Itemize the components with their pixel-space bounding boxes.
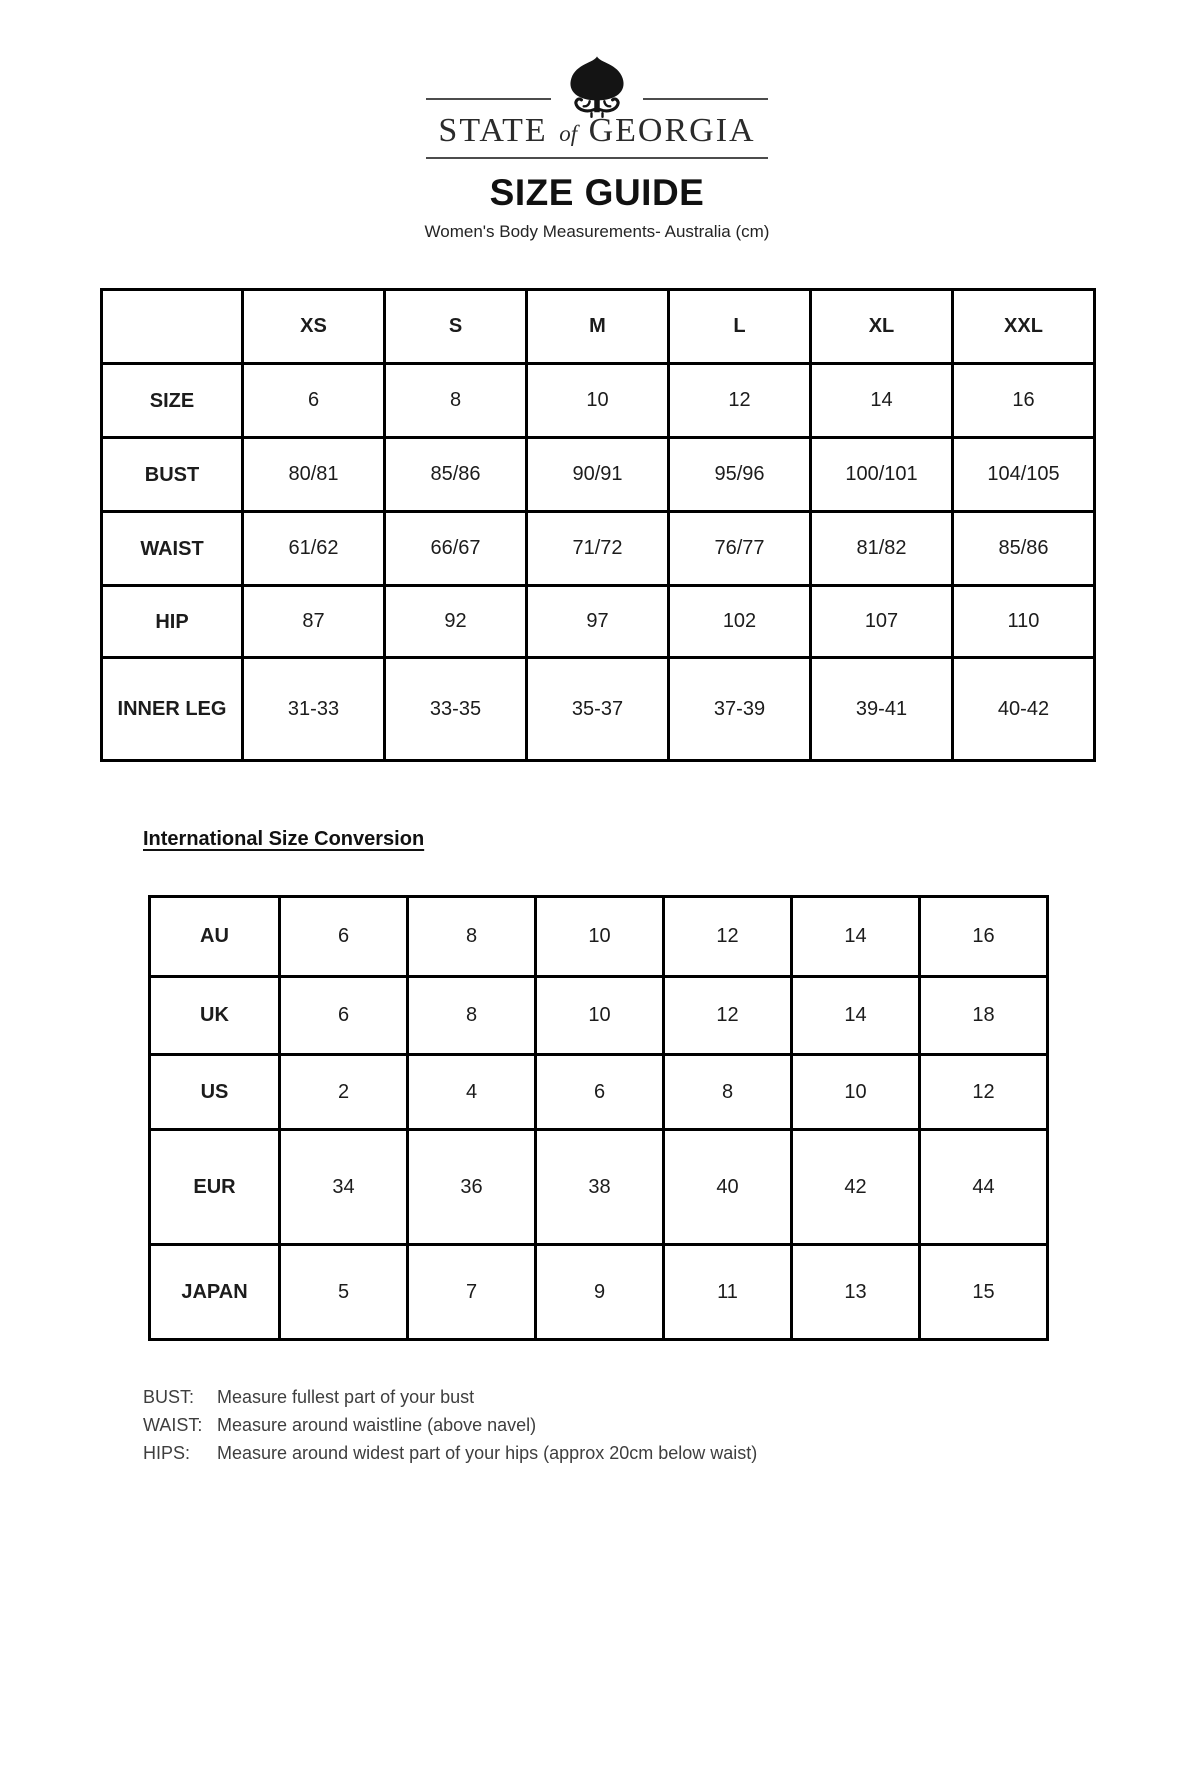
cell-value: 16 xyxy=(953,364,1095,438)
page-title: SIZE GUIDE xyxy=(489,172,705,213)
cell-value: 95/96 xyxy=(669,438,811,512)
cell-value: 38 xyxy=(536,1130,664,1245)
row-label: EUR xyxy=(150,1130,280,1245)
row-label: JAPAN xyxy=(150,1245,280,1340)
logo-rule-bottom xyxy=(426,157,768,159)
row-label: UK xyxy=(150,977,280,1055)
table-row-bust xyxy=(102,438,1095,512)
size-col-header-s: S xyxy=(385,290,527,364)
brand-name-of: of xyxy=(559,121,578,146)
cell-value: 87 xyxy=(243,586,385,658)
cell-value: 6 xyxy=(536,1055,664,1130)
cell-value: 61/62 xyxy=(243,512,385,586)
cell-value: 104/105 xyxy=(953,438,1095,512)
cell-value: 76/77 xyxy=(669,512,811,586)
cell-value: 6 xyxy=(280,897,408,977)
brand-name-georgia: GEORGIA xyxy=(588,112,756,149)
cell-value: 85/86 xyxy=(385,438,527,512)
cell-value: 12 xyxy=(669,364,811,438)
cell-value: 102 xyxy=(669,586,811,658)
row-label: HIP xyxy=(102,586,243,658)
note-label: BUST: xyxy=(143,1387,195,1407)
cell-value: 107 xyxy=(811,586,953,658)
logo-top-row xyxy=(426,52,768,116)
cell-value: 34 xyxy=(280,1130,408,1245)
cell-value: 110 xyxy=(953,586,1095,658)
cell-value: 12 xyxy=(664,897,792,977)
table-row-inner-leg xyxy=(102,658,1095,761)
row-label: US xyxy=(150,1055,280,1130)
cell-value: 71/72 xyxy=(527,512,669,586)
measurements-header-row xyxy=(102,290,1095,364)
note-label: HIPS: xyxy=(143,1443,191,1463)
cell-value: 10 xyxy=(536,977,664,1055)
size-col-header-xxl: XXL xyxy=(953,290,1095,364)
note-text: Measure around widest part of your hips (approx 20cm below waist) xyxy=(217,1443,758,1463)
cell-value: 12 xyxy=(664,977,792,1055)
cell-value: 16 xyxy=(920,897,1048,977)
page-subtitle: Women's Body Measurements- Australia (cm) xyxy=(424,222,770,241)
tree-icon xyxy=(551,55,643,131)
cell-value: 8 xyxy=(408,977,536,1055)
cell-value: 14 xyxy=(792,897,920,977)
cell-value: 100/101 xyxy=(811,438,953,512)
table-row-size xyxy=(102,364,1095,438)
note-text: Measure fullest part of your bust xyxy=(217,1387,475,1407)
cell-value: 31-33 xyxy=(243,658,385,761)
cell-value: 15 xyxy=(920,1245,1048,1340)
cell-value: 4 xyxy=(408,1055,536,1130)
cell-value: 6 xyxy=(280,977,408,1055)
cell-value: 2 xyxy=(280,1055,408,1130)
size-col-header-m: M xyxy=(527,290,669,364)
conversion-table xyxy=(148,895,1049,1341)
brand-header xyxy=(0,52,1194,242)
cell-value: 14 xyxy=(811,364,953,438)
note-hips xyxy=(143,1439,757,1467)
cell-value: 97 xyxy=(527,586,669,658)
row-label: SIZE xyxy=(102,364,243,438)
cell-value: 40-42 xyxy=(953,658,1095,761)
note-bust xyxy=(143,1383,757,1411)
brand-logo xyxy=(426,52,768,159)
brand-name-state: STATE xyxy=(438,112,548,149)
table-row-waist xyxy=(102,512,1095,586)
table-row-hip xyxy=(102,586,1095,658)
corner-cell xyxy=(102,290,243,364)
cell-value: 6 xyxy=(243,364,385,438)
logo-rule-right xyxy=(643,98,768,100)
cell-value: 44 xyxy=(920,1130,1048,1245)
row-label: INNER LEG xyxy=(102,658,243,761)
cell-value: 33-35 xyxy=(385,658,527,761)
note-text: Measure around waistline (above navel) xyxy=(217,1415,537,1435)
row-label: AU xyxy=(150,897,280,977)
table-row-us xyxy=(150,1055,1048,1130)
cell-value: 10 xyxy=(527,364,669,438)
cell-value: 7 xyxy=(408,1245,536,1340)
cell-value: 10 xyxy=(536,897,664,977)
cell-value: 35-37 xyxy=(527,658,669,761)
conversion-heading: International Size Conversion xyxy=(143,828,425,850)
cell-value: 8 xyxy=(664,1055,792,1130)
measurement-notes xyxy=(143,1383,757,1467)
cell-value: 11 xyxy=(664,1245,792,1340)
logo-rule-left xyxy=(426,98,551,100)
table-row-au xyxy=(150,897,1048,977)
cell-value: 42 xyxy=(792,1130,920,1245)
cell-value: 8 xyxy=(408,897,536,977)
measurements-table xyxy=(100,288,1096,762)
size-col-header-l: L xyxy=(669,290,811,364)
cell-value: 92 xyxy=(385,586,527,658)
cell-value: 13 xyxy=(792,1245,920,1340)
row-label: BUST xyxy=(102,438,243,512)
cell-value: 12 xyxy=(920,1055,1048,1130)
row-label: WAIST xyxy=(102,512,243,586)
cell-value: 66/67 xyxy=(385,512,527,586)
cell-value: 80/81 xyxy=(243,438,385,512)
note-label: WAIST: xyxy=(143,1415,203,1435)
cell-value: 9 xyxy=(536,1245,664,1340)
cell-value: 81/82 xyxy=(811,512,953,586)
cell-value: 14 xyxy=(792,977,920,1055)
size-col-header-xs: XS xyxy=(243,290,385,364)
table-row-eur xyxy=(150,1130,1048,1245)
cell-value: 8 xyxy=(385,364,527,438)
cell-value: 18 xyxy=(920,977,1048,1055)
table-row-uk xyxy=(150,977,1048,1055)
note-waist xyxy=(143,1411,757,1439)
cell-value: 10 xyxy=(792,1055,920,1130)
cell-value: 39-41 xyxy=(811,658,953,761)
table-row-japan xyxy=(150,1245,1048,1340)
cell-value: 85/86 xyxy=(953,512,1095,586)
cell-value: 90/91 xyxy=(527,438,669,512)
cell-value: 40 xyxy=(664,1130,792,1245)
cell-value: 36 xyxy=(408,1130,536,1245)
cell-value: 5 xyxy=(280,1245,408,1340)
cell-value: 37-39 xyxy=(669,658,811,761)
size-col-header-xl: XL xyxy=(811,290,953,364)
